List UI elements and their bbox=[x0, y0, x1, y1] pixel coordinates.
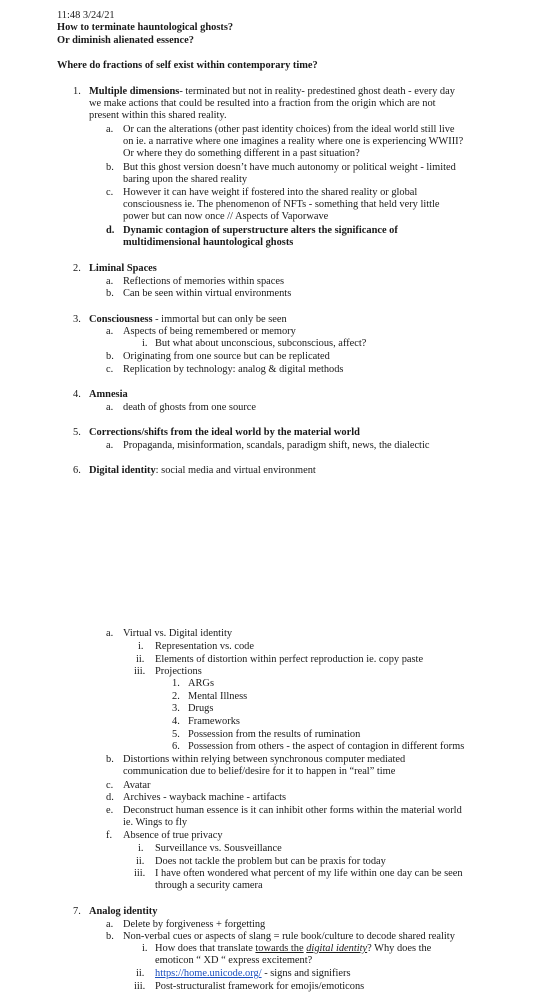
timestamp: 11:48 3/24/21 bbox=[57, 10, 115, 21]
list-marker: ii. bbox=[136, 654, 145, 665]
section-heading: Liminal Spaces bbox=[89, 263, 157, 274]
list-marker: i. bbox=[142, 338, 148, 349]
list-item: Drugs bbox=[188, 703, 214, 714]
text-line: ie. Wings to fly bbox=[123, 817, 188, 828]
list-marker: a. bbox=[106, 124, 114, 135]
list-item bbox=[89, 314, 287, 327]
text-line: Archives - wayback machine - artifacts bbox=[123, 792, 286, 803]
text-line: Originating from one source but can be replicated bbox=[123, 351, 330, 362]
section-heading: Consciousness bbox=[89, 314, 153, 325]
text-line: Representation vs. code bbox=[155, 641, 254, 652]
list-number: 1. bbox=[73, 86, 81, 97]
list-marker: iii. bbox=[134, 868, 146, 879]
text-line: emoticon “ XD “ express excitement? bbox=[155, 955, 313, 966]
text-fragment: ? Why does the bbox=[367, 943, 432, 954]
list-item: Possession from the results of rumination bbox=[188, 729, 361, 740]
list-marker: i. bbox=[138, 641, 144, 652]
list-item bbox=[89, 465, 316, 478]
text-line: Reflections of memories within spaces bbox=[123, 276, 285, 287]
text-line: Or where they do something different in a past situation? bbox=[123, 148, 360, 159]
text-line: Can be seen within virtual environments bbox=[123, 288, 292, 299]
list-number: 3. bbox=[73, 314, 81, 325]
section-heading: Analog identity bbox=[89, 906, 158, 917]
section-heading: Multiple dimensions bbox=[89, 86, 180, 97]
text-line: we make actions that could be resulted into a fraction from the origin which are not bbox=[89, 98, 436, 109]
list-marker: b. bbox=[106, 351, 114, 362]
text-fragment: - signs and signifiers bbox=[261, 968, 351, 979]
section-text: : social media and virtual environment bbox=[155, 465, 316, 476]
text-line: consciousness ie. The phenomenon of NFTs - something that held very little bbox=[123, 199, 440, 210]
text-line: Does not tackle the problem but can be praxis for today bbox=[155, 856, 386, 867]
underlined-text: towards the bbox=[255, 943, 304, 954]
list-marker: 6. bbox=[172, 741, 180, 752]
list-number: 5. bbox=[73, 427, 81, 438]
section-heading: Amnesia bbox=[89, 389, 128, 400]
list-marker: d. bbox=[106, 225, 115, 236]
list-marker: f. bbox=[106, 830, 113, 841]
text-line: Replication by technology: analog & digital methods bbox=[123, 364, 344, 375]
title-line-2: Or diminish alienated essence? bbox=[57, 35, 194, 46]
list-marker: 5. bbox=[172, 729, 180, 740]
list-marker: d. bbox=[106, 792, 114, 803]
list-marker: b. bbox=[106, 754, 114, 765]
text-line bbox=[155, 943, 431, 956]
text-line: However it can have weight if fostered into the shared reality or global bbox=[123, 187, 418, 198]
title-line-1: How to terminate hauntological ghosts? bbox=[57, 22, 234, 33]
text-line: multidimensional hauntological ghosts bbox=[123, 237, 294, 248]
list-marker: 3. bbox=[172, 703, 180, 714]
list-marker: i. bbox=[138, 843, 144, 854]
list-marker: a. bbox=[106, 276, 114, 287]
list-number: 2. bbox=[73, 263, 81, 274]
list-marker: ii. bbox=[136, 856, 145, 867]
text-line: baring upon the shared reality bbox=[123, 174, 248, 185]
list-marker: i. bbox=[142, 943, 148, 954]
list-item: Possession from others - the aspect of contagion in different forms bbox=[188, 741, 465, 752]
underlined-text: digital identity bbox=[306, 943, 368, 954]
list-marker: c. bbox=[106, 780, 114, 791]
main-question: Where do fractions of self exist within contemporary time? bbox=[57, 60, 318, 71]
section-heading: Corrections/shifts from the ideal world by the material world bbox=[89, 427, 360, 438]
text-line: Elements of distortion within perfect reproduction ie. copy paste bbox=[155, 654, 424, 665]
text-line: communication due to belief/desire for it to happen in “real” time bbox=[123, 766, 396, 777]
list-marker: 2. bbox=[172, 691, 180, 702]
text-line: present within this shared reality. bbox=[89, 110, 227, 121]
text-line: But this ghost version doesn’t have much autonomy or political weight - limited bbox=[123, 162, 456, 173]
text-line: Dynamic contagion of superstructure alters the significance of bbox=[123, 225, 398, 236]
text-line: I have often wondered what percent of my life within one day can be seen bbox=[155, 868, 463, 879]
list-item: Frameworks bbox=[188, 716, 240, 727]
list-marker: b. bbox=[106, 162, 114, 173]
list-marker: iii. bbox=[134, 981, 146, 992]
unicode-link[interactable]: https://home.unicode.org/ bbox=[155, 968, 262, 979]
list-marker: b. bbox=[106, 288, 114, 299]
page-break bbox=[0, 520, 539, 521]
list-number: 7. bbox=[73, 906, 81, 917]
text-line: Delete by forgiveness + forgetting bbox=[123, 919, 266, 930]
text-line: Aspects of being remembered or memory bbox=[123, 326, 296, 337]
text-line bbox=[155, 968, 350, 981]
text-line: Virtual vs. Digital identity bbox=[123, 628, 233, 639]
text-line: Distortions within relying between synchronous computer mediated bbox=[123, 754, 406, 765]
text-line: Propaganda, misinformation, scandals, paradigm shift, news, the dialectic bbox=[123, 440, 430, 451]
text-fragment: How does that translate bbox=[155, 943, 256, 954]
list-marker: 1. bbox=[172, 678, 180, 689]
text-line: Or can the alterations (other past identity choices) from the ideal world still live bbox=[123, 124, 455, 135]
text-line: death of ghosts from one source bbox=[123, 402, 257, 413]
list-item: Mental Illness bbox=[188, 691, 248, 702]
text-line: But what about unconscious, subconscious, affect? bbox=[155, 338, 367, 349]
list-item: ARGs bbox=[188, 678, 214, 689]
text-line: Projections bbox=[155, 666, 202, 677]
list-marker: c. bbox=[106, 364, 114, 375]
section-text: - immortal but can only be seen bbox=[152, 314, 287, 325]
text-line: Non-verbal cues or aspects of slang = rule book/culture to decode shared reality bbox=[123, 931, 455, 942]
text-line: power but can now once // Aspects of Vaporwave bbox=[123, 211, 329, 222]
list-marker: e. bbox=[106, 805, 114, 816]
list-marker: iii. bbox=[134, 666, 146, 677]
text-line: Post-structuralist framework for emojis/emoticons bbox=[155, 981, 365, 992]
section-text: - terminated but not in reality- predestined ghost death - every day bbox=[179, 86, 455, 97]
text-line: Deconstruct human essence is it can inhibit other forms within the material world bbox=[123, 805, 462, 816]
list-marker: c. bbox=[106, 187, 114, 198]
list-marker: a. bbox=[106, 440, 114, 451]
section-heading: Digital identity bbox=[89, 465, 156, 476]
list-marker: a. bbox=[106, 628, 114, 639]
text-line: Absence of true privacy bbox=[123, 830, 223, 841]
list-marker: a. bbox=[106, 402, 114, 413]
list-number: 4. bbox=[73, 389, 81, 400]
list-marker: 4. bbox=[172, 716, 180, 727]
text-line: on ie. a narrative where one imagines a reality where one is experiencing WWIII? bbox=[123, 136, 464, 147]
list-marker: ii. bbox=[136, 968, 145, 979]
list-marker: b. bbox=[106, 931, 114, 942]
text-line: Avatar bbox=[123, 780, 151, 791]
list-number: 6. bbox=[73, 465, 81, 476]
list-marker: a. bbox=[106, 326, 114, 337]
text-line: through a security camera bbox=[155, 880, 263, 891]
list-item bbox=[89, 86, 455, 99]
text-line: Surveillance vs. Sousveillance bbox=[155, 843, 282, 854]
list-marker: a. bbox=[106, 919, 114, 930]
